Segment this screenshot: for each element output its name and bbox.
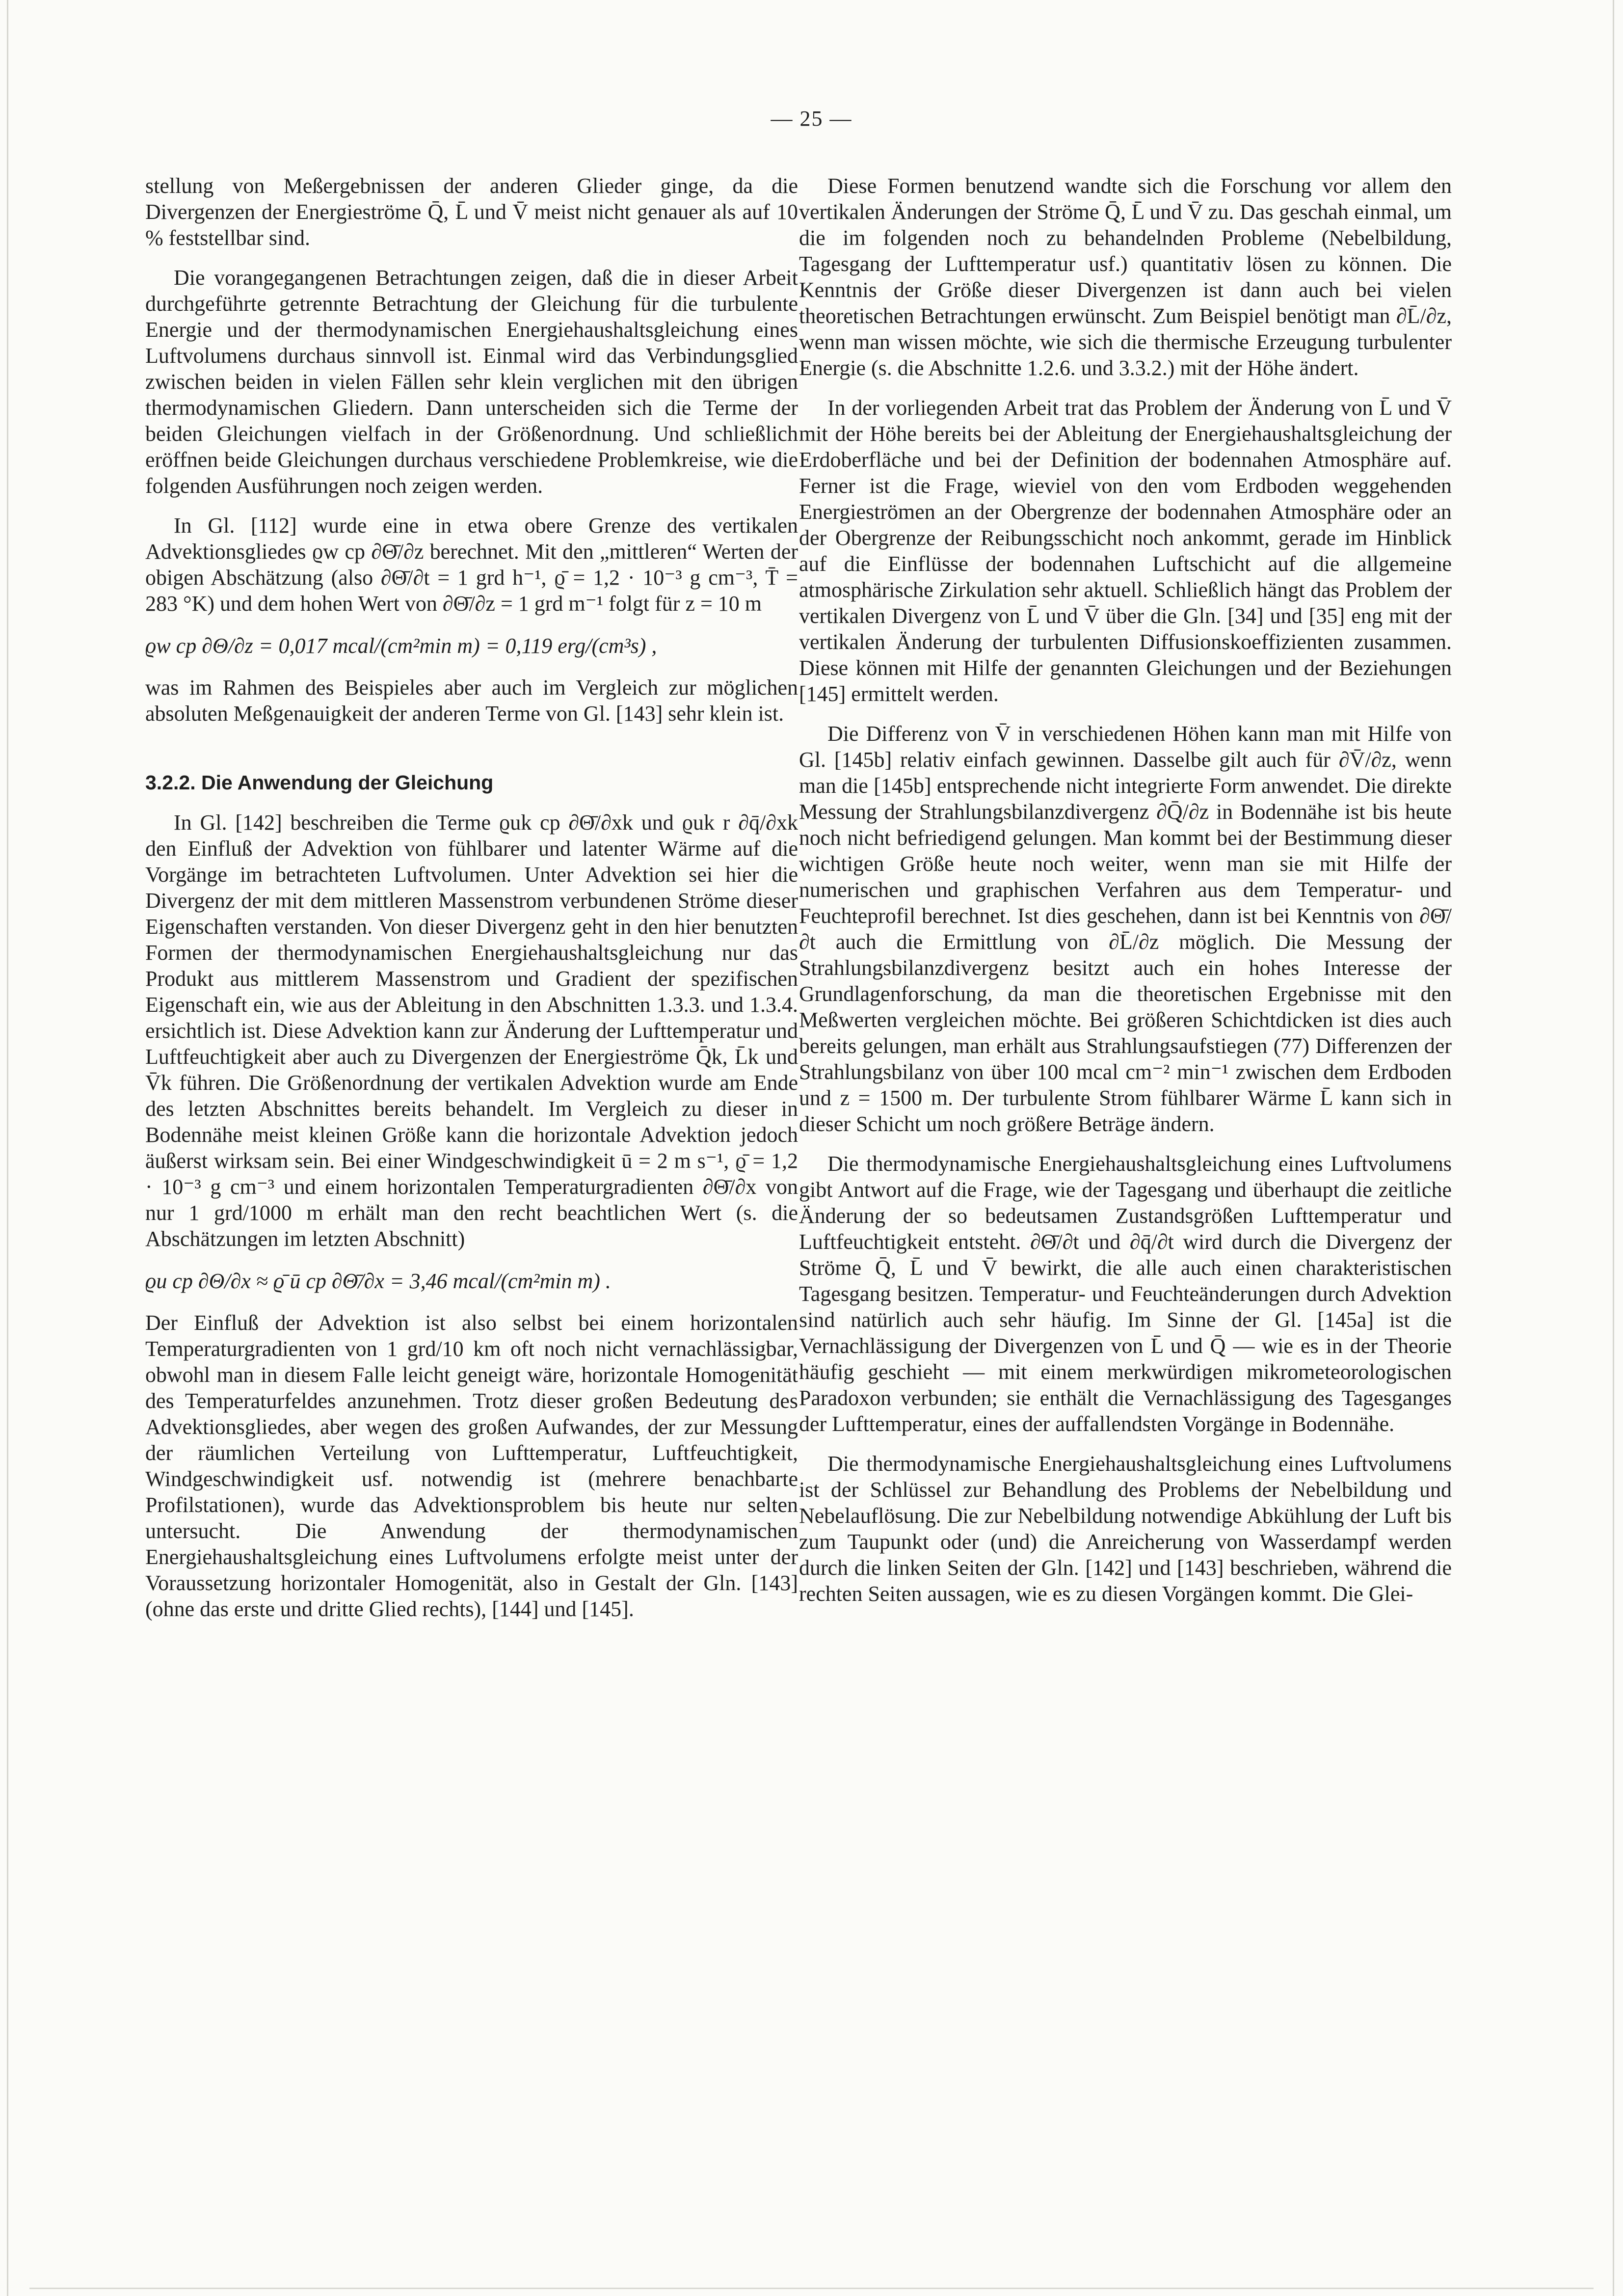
equation: ϱu cp ∂Θ/∂x ≈ ϱ̄ ū cp ∂Θ̄/∂x = 3,46 mcal/(cm²min m) . [145, 1269, 611, 1293]
right-column [799, 173, 1452, 1621]
scan-right-edge [1613, 0, 1614, 2296]
paragraph: Die thermodynamische Energiehaushaltsgleichung eines Luftvolumens gibt Antwort auf die Frage, wie der Tagesgang und überhaupt die zeitliche Änderung der so bedeutsamen Zustandsgrößen Lufttemperatur und Luftfeuchtigkeit entsteht. ∂Θ̄/∂t und ∂q̄/∂t wird durch die Divergenz der Ströme Q̄, L̄ und V̄ bewirkt, die alle auch einen charakteristischen Tagesgang besitzen. Temperatur- und Feuchteänderungen durch Advektion sind natürlich auch sehr häufig. Im Sinne der Gl. [145a] ist die Vernachlässigung der Divergenzen von L̄ und Q̄ — wie es in der Theorie häufig geschieht — mit einem merkwürdigen mikrometeorologischen Paradoxon verbunden; sie enthält die Vernachlässigung des Tagesganges der Lufttemperatur, eines der auffallendsten Vorgänge in Bodennähe. [799, 1152, 1452, 1436]
paragraph: Der Einfluß der Advektion ist also selbst bei einem horizontalen Temperaturgradienten von 1 grd/10 km oft noch nicht vernachlässigbar, obwohl man in diesem Falle leicht geneigt wäre, horizontale Homogenität des Temperaturfeldes anzunehmen. Trotz dieser großen Bedeutung des Advektionsgliedes, aber wegen des großen Aufwandes, der zur Messung der räumlichen Verteilung von Lufttemperatur, Luftfeuchtigkeit, Windgeschwindigkeit usf. notwendig ist (mehrere benachbarte Profilstationen), wurde das Advektionsproblem bis heute nur selten untersucht. Die Anwendung der thermodynamischen Energiehaushaltsgleichung eines Luftvolumens erfolgte meist unter der Voraussetzung horizontaler Homogenität, also in Gestalt der Gln. [143] (ohne das erste und dritte Glied rechts), [144] und [145]. [145, 1311, 798, 1621]
section-heading: 3.2.2. Die Anwendung der Gleichung [145, 771, 494, 794]
paragraph: was im Rahmen des Beispieles aber auch im Vergleich zur möglichen absoluten Meßgenauigkeit der anderen Terme von Gl. [143] sehr klein ist. [145, 675, 798, 726]
paragraph: Die thermodynamische Energiehaushaltsgleichung eines Luftvolumens ist der Schlüssel zur Behandlung des Problems der Nebelbildung und Nebelauflösung. Die zur Nebelbildung notwendige Abkühlung der Luft bis zum Taupunkt oder (und) die Anreicherung von Wasserdampf werden durch die linken Seiten der Gln. [142] und [143] beschrieben, während die rechten Seiten aussagen, wie es zu diesen Vorgängen kommt. Die Glei- [799, 1452, 1452, 1606]
equation: ϱw cp ∂Θ/∂z = 0,017 mcal/(cm²min m) = 0,119 erg/(cm³s) , [145, 634, 657, 658]
scan-left-edge [7, 0, 8, 2296]
paragraph: stellung von Meßergebnissen der anderen Glieder ginge, da die Divergenzen der Energieströme Q̄, L̄ und V̄ meist nicht genauer als auf 10 % feststellbar sind. [145, 174, 798, 250]
paragraph: In Gl. [112] wurde eine in etwa obere Grenze des vertikalen Advektionsgliedes ϱw cp ∂Θ̄/∂z berechnet. Mit den „mittleren“ Werten der obigen Abschätzung (also ∂Θ̄/∂t = 1 grd h⁻¹, ϱ̄ = 1,2 · 10⁻³ g cm⁻³, T̄ = 283 °K) und dem hohen Wert von ∂Θ̄/∂z = 1 grd m⁻¹ folgt für z = 10 m [145, 513, 798, 616]
paragraph: In Gl. [142] beschreiben die Terme ϱuk cp ∂Θ̄/∂xk und ϱuk r ∂q̄/∂xk den Einfluß der Advektion von fühlbarer und latenter Wärme auf die Vorgänge im betrachteten Luftvolumen. Unter Advektion sei hier die Divergenz der mit dem mittleren Massenstrom verbundenen Ströme dieser Eigenschaften verstanden. Von dieser Divergenz geht in den hier benutzten Formen der thermodynamischen Energiehaushaltsgleichung nur das Produkt aus mittlerem Massenstrom und Gradient der spezifischen Eigenschaft ein, wie aus der Ableitung in den Abschnitten 1.3.3. und 1.3.4. ersichtlich ist. Diese Advektion kann zur Änderung der Lufttemperatur und Luftfeuchtigkeit aber auch zu Divergenzen der Energieströme Q̄k, L̄k und V̄k führen. Die Größenordnung der vertikalen Advektion wurde am Ende des letzten Abschnittes bereits behandelt. Im Vergleich zu dieser in Bodennähe meist kleinen Größe kann die horizontale Advektion jedoch äußerst wirksam sein. Bei einer Windgeschwindigkeit ū = 2 m s⁻¹, ϱ̄ = 1,2 · 10⁻³ g cm⁻³ und einem horizontalen Temperaturgradienten ∂Θ̄/∂x von nur 1 grd/1000 m erhält man den recht beachtlichen Wert (s. die Abschätzungen im letzten Abschnitt) [145, 810, 798, 1251]
paragraph: Die vorangegangenen Betrachtungen zeigen, daß die in dieser Arbeit durchgeführte getrennte Betrachtung der Gleichung für die turbulente Energie und der thermodynamischen Energiehaushaltsgleichung eines Luftvolumens durchaus sinnvoll ist. Einmal wird das Verbindungsglied zwischen beiden in vielen Fällen sehr klein verglichen mit den übrigen thermodynamischen Gliedern. Dann unterscheiden sich die Terme der beiden Gleichungen vielfach in der Größenordnung. Und schließlich eröffnen beide Gleichungen durchaus verschiedene Problemkreise, wie die folgenden Ausführungen noch zeigen werden. [145, 266, 798, 498]
paragraph: Die Differenz von V̄ in verschiedenen Höhen kann man mit Hilfe von Gl. [145b] relativ einfach gewinnen. Dasselbe gilt auch für ∂V̄/∂z, wenn man die [145b] entsprechende nicht integrierte Form anwendet. Die direkte Messung der Strahlungsbilanzdivergenz ∂Q̄/∂z in Bodennähe ist bis heute noch nicht befriedigend gelungen. Man kommt bei der Bestimmung dieser wichtigen Größe heute noch weiter, wenn man sie mit Hilfe der numerischen und graphischen Verfahren aus dem Temperatur- und Feuchteprofil berechnet. Ist dies geschehen, dann ist bei Kenntnis von ∂Θ̄/∂t auch die Ermittlung von ∂L̄/∂z möglich. Die Messung der Strahlungsbilanzdivergenz besitzt auch ein hohes Interesse der Grundlagenforschung, da man die theoretischen Ergebnisse mit den Meßwerten vergleichen möchte. Bei größeren Schichtdicken ist dies auch bereits gelungen, man erhält aus Strahlungsaufstiegen (77) Differenzen der Strahlungsbilanz von über 100 mcal cm⁻² min⁻¹ zwischen dem Erdboden und z = 1500 m. Der turbulente Strom fühlbarer Wärme L̄ kann sich in dieser Schicht um noch größere Beträge ändern. [799, 722, 1452, 1136]
paragraph: In der vorliegenden Arbeit trat das Problem der Änderung von L̄ und V̄ mit der Höhe bereits bei der Ableitung der Energiehaushaltsgleichung der Erdoberfläche und bei der Definition der bodennahen Atmosphäre auf. Ferner ist die Frage, wieviel von den vom Erdboden weggehenden Energieströmen an der Obergrenze der bodennahen Atmosphäre oder an der Obergrenze der Reibungsschicht noch ankommt, gerade im Hinblick auf die Einflüsse der bodennahen Luftschicht auf die allgemeine atmosphärische Zirkulation sehr aktuell. Schließlich hängt das Problem der vertikalen Divergenz von L̄ und V̄ über die Gln. [34] und [35] eng mit der vertikalen Änderung der turbulenten Diffusionskoeffizienten zusammen. Diese können mit Hilfe der genannten Gleichungen und der Beziehungen [145] ermittelt werden. [799, 396, 1452, 706]
page-number: — 25 — [771, 107, 852, 131]
paragraph: Diese Formen benutzend wandte sich die Forschung vor allem den vertikalen Änderungen der Ströme Q̄, L̄ und V̄ zu. Das geschah einmal, um die im folgenden noch zu behandelnden Probleme (Nebelbildung, Tagesgang der Lufttemperatur usf.) quantitativ lösen zu können. Die Kenntnis der Größe dieser Divergenzen ist dann auch bei vielen theoretischen Betrachtungen erwünscht. Zum Beispiel benötigt man ∂L̄/∂z, wenn man wissen möchte, wie sich die thermische Erzeugung turbulenter Energie (s. die Abschnitte 1.2.6. und 3.3.2.) mit der Höhe ändert. [799, 174, 1452, 380]
scan-bottom-edge [29, 2288, 1594, 2289]
left-column [145, 173, 798, 1636]
